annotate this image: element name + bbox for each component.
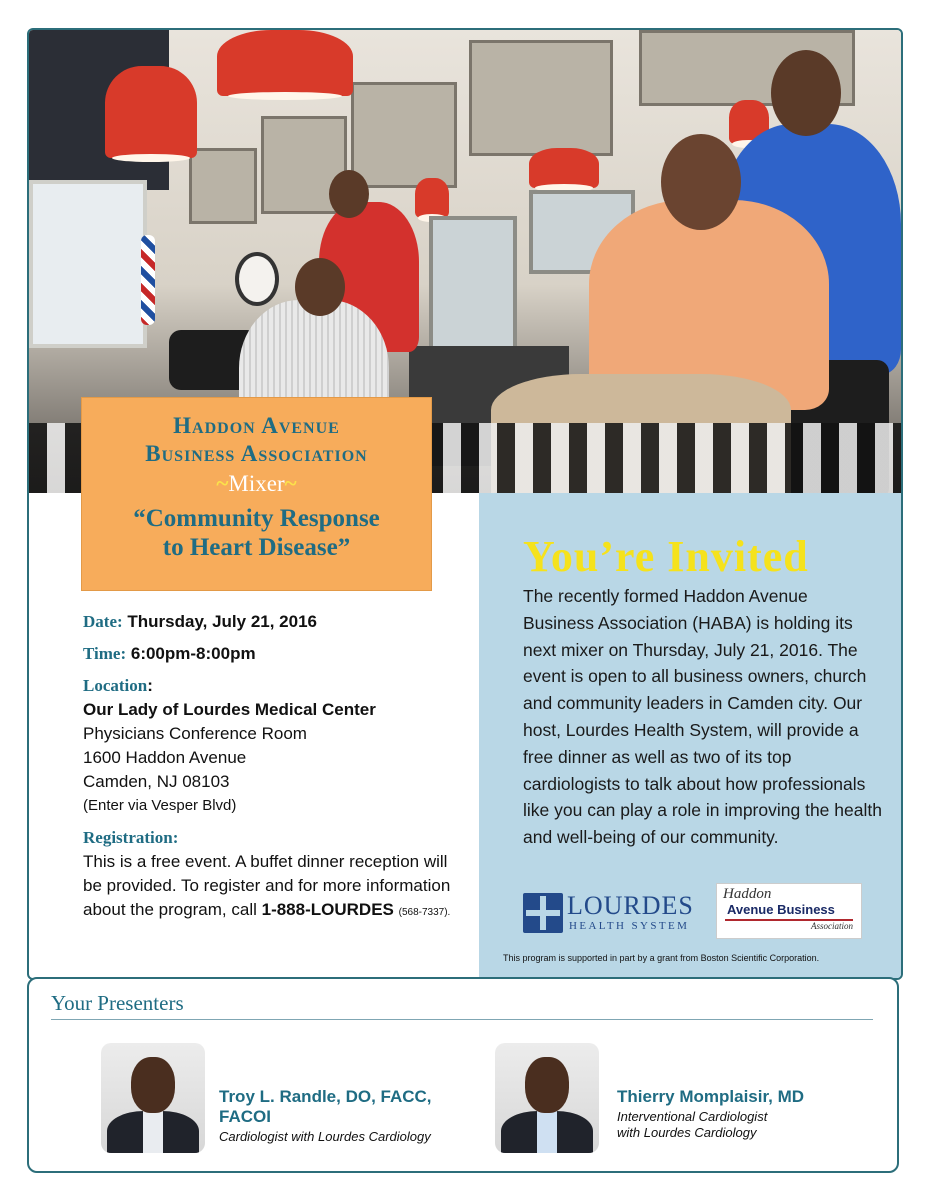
mirror [429,216,517,352]
red-lamp [217,30,353,96]
registration-phone-digits: (568-7337). [398,907,451,918]
presenter-name-line1: Troy L. Randle, DO, FACC, [219,1087,432,1106]
presenter-role-line1: Interventional Cardiologist [617,1109,768,1124]
location-room: Physicians Conference Room [83,724,307,743]
event-title-line1: “Community Response [133,505,380,532]
presenters-title: Your Presenters [51,991,184,1015]
presenter-name-line2: FACOI [219,1107,271,1126]
seated-man-head [661,134,741,230]
org-name-line2: Business Association [145,441,368,466]
grant-notice: This program is supported in part by a grant from Boston Scientific Corporation. [503,953,820,963]
registration-label: Registration: [83,828,179,847]
red-lamp [415,178,449,218]
location-city: Camden, NJ 08103 [83,772,230,791]
lourdes-subtitle: HEALTH SYSTEM [569,920,690,932]
date-value: Thursday, July 21, 2016 [127,612,318,631]
child-head [295,258,345,316]
invite-heading: You’re Invited [523,532,809,581]
mixer-label [82,470,431,498]
haba-logo-line1: Haddon [723,886,772,902]
presenter-role-randle [219,1129,479,1145]
red-lamp [529,148,599,188]
wall-clock [235,252,279,306]
time-label: Time: [83,644,127,663]
presenter-name-momplaisir [617,1087,877,1107]
presenter-role-line1: Cardiologist with Lourdes Cardiology [219,1129,431,1144]
lourdes-logo [523,889,699,939]
invitation-panel [479,493,901,978]
wall-photo [189,148,257,224]
time-row [83,642,463,666]
location-label-row [83,674,463,698]
event-title-line2: to Heart Disease” [162,534,351,561]
time-value: 6:00pm-8:00pm [130,644,256,663]
location-note: (Enter via Vesper Blvd) [83,797,237,814]
presenters-section [27,977,899,1173]
presenter-role-line2: with Lourdes Cardiology [617,1125,757,1140]
tilde-left: ~ [216,471,229,496]
presenters-divider [51,1019,873,1020]
barber-pole [141,235,155,325]
registration-phone: 1-888-LOURDES [261,900,394,919]
location-name: Our Lady of Lourdes Medical Center [83,700,376,719]
lourdes-name: LOURDES [567,891,694,920]
event-title-box [81,397,432,591]
haba-logo [716,883,862,939]
flyer-frame [27,28,903,980]
shop-window [29,180,147,348]
registration-text [83,850,463,925]
org-name-line1: Haddon Avenue [173,413,340,438]
date-row [83,610,463,634]
presenter-role-momplaisir [617,1109,877,1141]
presenter-name-line1: Thierry Momplaisir, MD [617,1087,805,1106]
presenter-photo-randle [101,1043,205,1153]
event-title [82,504,431,562]
red-lamp [105,66,197,158]
mixer-word: Mixer [228,471,285,496]
tilde-right: ~ [284,471,297,496]
location-label: Location [83,676,148,695]
barber-head [329,170,369,218]
location-street: 1600 Haddon Avenue [83,748,247,767]
lourdes-cross-icon [523,893,563,933]
event-details [83,610,463,925]
presenter-photo-momplaisir [495,1043,599,1153]
wall-photo [469,40,613,156]
wall-photo [351,82,457,188]
presenter-name-randle [219,1087,479,1127]
man-blue-head [771,50,841,136]
haba-logo-line3: Association [811,921,853,931]
registration-body: This is a free event. A buffet dinner reception will be provided. To register and for more information about the program, call [83,852,451,919]
invite-body: The recently formed Haddon Avenue Business Association (HABA) is holding its next mixer on Thursday, July 21, 2016. The event is open to all business owners, church and community leaders in Camden city. Our host, Lourdes Health System, will provide a free dinner as well as two of its top cardiologists to talk about how professionals like you can play a role in improving the health and well-being of our community. [523,586,882,848]
date-label: Date: [83,612,123,631]
haba-logo-line2: Avenue Business [727,902,835,917]
location-colon: : [147,676,153,695]
